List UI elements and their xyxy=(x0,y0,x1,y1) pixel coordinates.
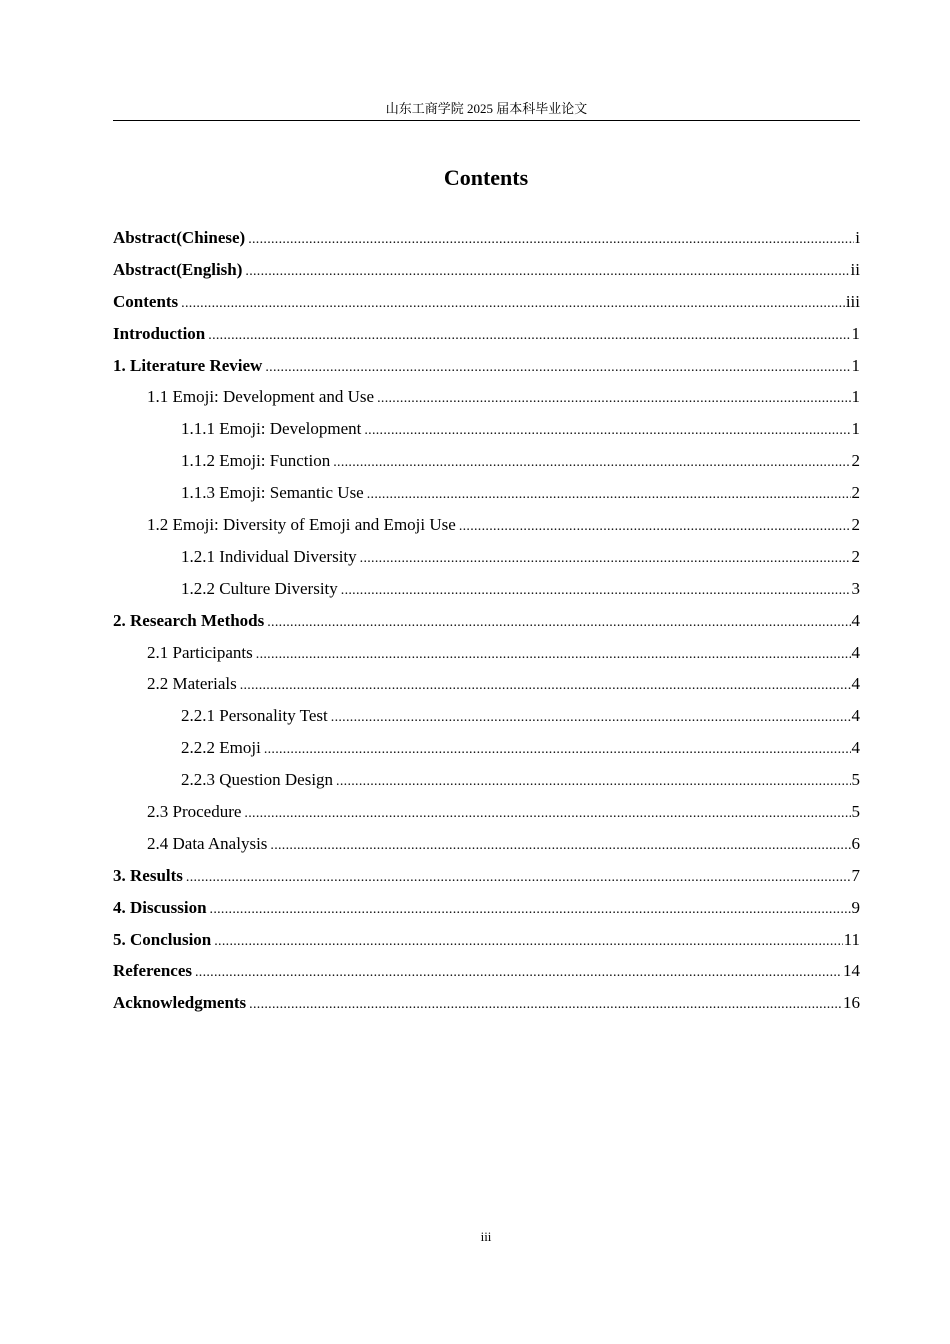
toc-dot-leader xyxy=(336,766,850,796)
toc-entry-page-number: 11 xyxy=(843,929,860,949)
toc-dot-leader xyxy=(208,320,850,350)
toc-entry-page-number: 4 xyxy=(851,610,860,630)
toc-entry-page-number: 5 xyxy=(851,770,860,790)
toc-entry[interactable] xyxy=(113,924,860,956)
toc-dot-leader xyxy=(245,256,849,286)
toc-entry-page-number: 4 xyxy=(851,706,860,726)
toc-entry[interactable] xyxy=(113,445,860,477)
toc-entry-label: 2.1 Participants xyxy=(147,642,253,662)
toc-entry-label: 1.1.1 Emoji: Development xyxy=(181,419,362,439)
toc-entry[interactable] xyxy=(113,668,860,700)
toc-entry[interactable] xyxy=(113,573,860,605)
toc-entry[interactable] xyxy=(113,732,860,764)
toc-entry-label: 4. Discussion xyxy=(113,897,207,917)
toc-entry-label: 2.3 Procedure xyxy=(147,802,242,822)
toc-entry[interactable] xyxy=(113,381,860,413)
toc-entry[interactable] xyxy=(113,254,860,286)
toc-entry-label: 1.1 Emoji: Development and Use xyxy=(147,387,375,407)
toc-dot-leader xyxy=(256,639,851,669)
toc-dot-leader xyxy=(249,989,842,1019)
toc-entry-label: 2.2.1 Personality Test xyxy=(181,706,328,726)
toc-dot-leader xyxy=(264,734,851,764)
toc-entry-page-number: 3 xyxy=(851,578,860,598)
toc-entry-label: 1. Literature Review xyxy=(113,355,263,375)
page-title: Contents xyxy=(443,165,529,190)
toc-entry[interactable] xyxy=(113,892,860,924)
toc-entry-label: 2.4 Data Analysis xyxy=(147,833,268,853)
toc-dot-leader xyxy=(331,702,851,732)
toc-entry-page-number: iii xyxy=(845,291,860,311)
toc-entry[interactable] xyxy=(113,828,860,860)
toc-entry[interactable] xyxy=(113,605,860,637)
toc-entry-page-number: 16 xyxy=(843,993,860,1013)
toc-entry[interactable] xyxy=(113,764,860,796)
toc-entry-page-number: 1 xyxy=(851,355,860,375)
toc-entry-page-number: 7 xyxy=(851,865,860,885)
running-header-title: 山东工商学院 2025 届本科毕业论文 xyxy=(385,101,588,116)
toc-entry-label: Abstract(English) xyxy=(113,259,243,279)
toc-entry-page-number: 1 xyxy=(851,387,860,407)
toc-dot-leader xyxy=(248,224,854,254)
toc-entry-label: 2.2.2 Emoji xyxy=(181,738,261,758)
toc-dot-leader xyxy=(244,798,850,828)
toc-entry[interactable] xyxy=(113,350,860,382)
toc-dot-leader xyxy=(377,383,850,413)
toc-entry-page-number: 2 xyxy=(851,515,860,535)
toc-entry-label: 1.2 Emoji: Diversity of Emoji and Emoji Use xyxy=(147,515,456,535)
toc-dot-leader xyxy=(367,479,851,509)
toc-entry[interactable] xyxy=(113,413,860,445)
toc-entry[interactable] xyxy=(113,318,860,350)
toc-entry-label: Contents xyxy=(113,291,179,311)
toc-entry[interactable] xyxy=(113,860,860,892)
toc-entry-label: 1.1.2 Emoji: Function xyxy=(181,451,331,471)
toc-entry-page-number: 4 xyxy=(851,642,860,662)
toc-dot-leader xyxy=(181,288,845,318)
toc-dot-leader xyxy=(195,957,842,987)
toc-entry-page-number: 4 xyxy=(851,674,860,694)
toc-entry-label: 2.2.3 Question Design xyxy=(181,770,334,790)
toc-entry[interactable] xyxy=(113,987,860,1019)
toc-entry[interactable] xyxy=(113,637,860,669)
page-number: iii xyxy=(480,1229,492,1244)
toc-dot-leader xyxy=(270,830,850,860)
toc-entry-page-number: 9 xyxy=(851,897,860,917)
toc-entry-page-number: 4 xyxy=(851,738,860,758)
toc-dot-leader xyxy=(186,862,851,892)
toc-entry-label: Abstract(Chinese) xyxy=(113,228,246,247)
toc-entry-label: 5. Conclusion xyxy=(113,929,212,949)
toc-entry-page-number: 1 xyxy=(851,323,860,343)
toc-entry-label: Introduction xyxy=(113,323,206,343)
toc-entry-label: 2.2 Materials xyxy=(147,674,237,694)
toc-dot-leader xyxy=(360,543,851,573)
toc-entry-label: 1.2.1 Individual Diversity xyxy=(181,546,357,566)
toc-entry-label: 1.2.2 Culture Diversity xyxy=(181,578,338,598)
toc-entry-label: References xyxy=(113,961,192,981)
toc-entry[interactable] xyxy=(113,955,860,987)
toc-dot-leader xyxy=(267,607,850,637)
toc-entry[interactable] xyxy=(113,796,860,828)
toc-entry[interactable] xyxy=(113,286,860,318)
toc-entry[interactable] xyxy=(113,222,860,254)
toc-entry[interactable] xyxy=(113,509,860,541)
toc-entry-page-number: 2 xyxy=(851,483,860,503)
toc-entry-page-number: 14 xyxy=(843,961,860,981)
toc-entry[interactable] xyxy=(113,700,860,732)
toc-entry-label: 2. Research Methods xyxy=(113,610,265,630)
toc-dot-leader xyxy=(265,352,850,382)
table-of-contents xyxy=(113,222,860,1019)
toc-dot-leader xyxy=(240,670,851,700)
running-header xyxy=(113,100,860,121)
toc-entry-page-number: 2 xyxy=(851,451,860,471)
toc-entry-label: 3. Results xyxy=(113,865,183,885)
toc-entry[interactable] xyxy=(113,477,860,509)
toc-entry-page-number: 5 xyxy=(851,802,860,822)
toc-entry-page-number: 6 xyxy=(851,833,860,853)
toc-entry-page-number: 1 xyxy=(851,419,860,439)
toc-entry-page-number: ii xyxy=(850,259,860,279)
toc-dot-leader xyxy=(214,926,842,956)
toc-dot-leader xyxy=(333,447,850,477)
toc-entry-page-number: i xyxy=(855,228,860,247)
toc-dot-leader xyxy=(459,511,851,541)
toc-entry-page-number: 2 xyxy=(851,546,860,566)
toc-entry-label: Acknowledgments xyxy=(113,993,247,1013)
toc-dot-leader xyxy=(341,575,851,605)
toc-entry[interactable] xyxy=(113,541,860,573)
toc-dot-leader xyxy=(210,894,851,924)
toc-entry-label: 1.1.3 Emoji: Semantic Use xyxy=(181,483,364,503)
toc-dot-leader xyxy=(364,415,850,445)
